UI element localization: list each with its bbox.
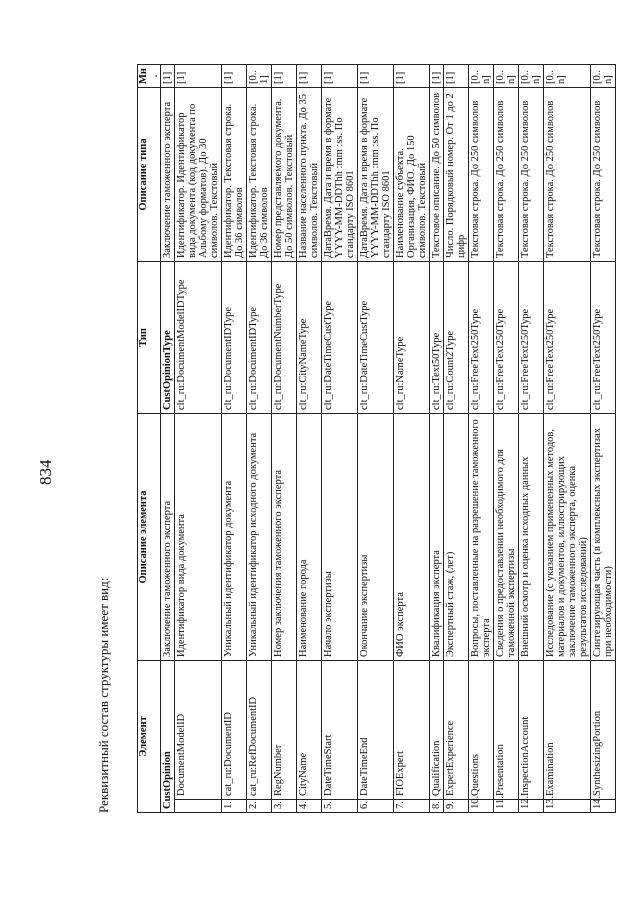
cell-type-description: Число. Порядковый номер. От 1 до 2 цифр <box>444 88 469 262</box>
cell-number: 4. <box>297 800 322 813</box>
cell-multiplicity: [1] <box>272 65 297 88</box>
table-header-row <box>138 65 161 813</box>
cell-type: clt_ru:FreeText250Type <box>544 262 591 414</box>
cell-number: 14. <box>591 800 616 813</box>
table-row <box>297 65 322 813</box>
cell-element-description: Окончание экспертизы <box>358 414 394 661</box>
cell-number: 10. <box>469 800 494 813</box>
cell-element-description: Номер заключения таможенного эксперта <box>272 414 297 661</box>
cell-multiplicity: [0..n] <box>494 65 519 88</box>
cell-number: 2. <box>247 800 272 813</box>
cell-type: clt_ru:DocumentNumberType <box>272 262 297 414</box>
header-type-description: Описание типа <box>138 88 161 262</box>
table-row <box>358 65 394 813</box>
cell-number: 7. <box>394 800 430 813</box>
cell-type: clt_ru:DocumentModelIDType <box>175 262 222 414</box>
cell-number: 9. <box>444 800 469 813</box>
table-row <box>247 65 272 813</box>
cell-type-description: Текстовая строка. До 250 символов <box>544 88 591 262</box>
cell-multiplicity: [1] <box>161 65 175 88</box>
cell-element-description: Идентификатор вида документа <box>175 414 222 661</box>
cell-type-description: Текстовая строка. До 250 символов <box>469 88 494 262</box>
cell-element: InspectionAccount <box>519 661 544 800</box>
cell-number: 6. <box>358 800 394 813</box>
table-row <box>430 65 444 813</box>
table-row <box>544 65 591 813</box>
cell-element: Examination <box>544 661 591 800</box>
cell-multiplicity: [1] <box>358 65 394 88</box>
cell-element-description: Начало экспертизы <box>322 414 358 661</box>
cell-element: Questions <box>469 661 494 800</box>
cell-element: ExpertExperience <box>444 661 469 800</box>
cell-element-description: Уникальный идентификатор документа <box>222 414 247 661</box>
table-row <box>519 65 544 813</box>
table-row <box>394 65 430 813</box>
page-number: 834 <box>36 459 55 485</box>
cell-element-description: Квалификация эксперта <box>430 414 444 661</box>
table-row <box>444 65 469 813</box>
cell-element: CityName <box>297 661 322 800</box>
table-row <box>591 65 616 813</box>
header-element-description: Описание элемента <box>138 414 161 661</box>
table-row <box>494 65 519 813</box>
cell-type: clt_ru:NameType <box>394 262 430 414</box>
cell-element: DateTimeEnd <box>358 661 394 800</box>
cell-type-description: Идентификатор. Текстовая строка. До 36 символов <box>222 88 247 262</box>
cell-type-description: Заключение таможенного эксперта <box>161 88 175 262</box>
cell-element-description: ФИО эксперта <box>394 414 430 661</box>
table-row <box>222 65 247 813</box>
cell-number: 3. <box>272 800 297 813</box>
cell-type: clt_ru:DateTimeCustType <box>358 262 394 414</box>
cell-type: clt_ru:FreeText250Type <box>519 262 544 414</box>
cell-multiplicity: [1] <box>430 65 444 88</box>
cell-type: clt_ru:DateTimeCustType <box>322 262 358 414</box>
cell-element: CustOpinion <box>161 661 175 813</box>
cell-multiplicity: [1] <box>322 65 358 88</box>
cell-type-description: Текстовая строка. До 250 символов <box>519 88 544 262</box>
cell-element-description: Сведения о предоставлении необходимого для таможенной экспертизы <box>494 414 519 661</box>
cell-multiplicity: [1] <box>394 65 430 88</box>
table-row-root <box>161 65 175 813</box>
cell-number <box>175 800 222 813</box>
cell-element: SynthesizingPortion <box>591 661 616 800</box>
cell-type-description: Текстовое описание. До 50 символов <box>430 88 444 262</box>
cell-multiplicity: [1] <box>444 65 469 88</box>
cell-type: clt_ru:FreeText250Type <box>494 262 519 414</box>
cell-type-description: Название населенного пункта. До 35 символов. Текстовый <box>297 88 322 262</box>
cell-number: 11. <box>494 800 519 813</box>
cell-element-description: Заключение таможенного эксперта <box>161 414 175 661</box>
cell-element: cat_ru:DocumentID <box>222 661 247 800</box>
header-element: Элемент <box>138 661 161 813</box>
cell-type-description: ДатаВремя. Дата и время в формате YYYY-MM-DDThh :mm :ss. По стандарту ISO 8601 <box>322 88 358 262</box>
cell-type: clt_ru:CityNameType <box>297 262 322 414</box>
cell-multiplicity: [0..1] <box>247 65 272 88</box>
cell-type-description: Текстовая строка. До 250 символов <box>591 88 616 262</box>
cell-type: clt_ru:FreeText250Type <box>469 262 494 414</box>
cell-multiplicity: [1] <box>175 65 222 88</box>
cell-element-description: Внешний осмотр и оценка исходных данных <box>519 414 544 661</box>
cell-multiplicity: [1] <box>297 65 322 88</box>
cell-multiplicity: [1] <box>222 65 247 88</box>
cell-element: DateTimeStart <box>322 661 358 800</box>
cell-multiplicity: [0..n] <box>591 65 616 88</box>
cell-type-description: Наименование субъекта. Организация, ФИО. До 150 символов. Текстовый <box>394 88 430 262</box>
cell-element-description: Исследование (с указанием примененных методов, материалов и документов, иллюстрирующих заключение таможенного эксперта, оценка результатов исследований) <box>544 414 591 661</box>
cell-type: CustOpinionType <box>161 262 175 414</box>
cell-element-description: Вопросы, поставленные на разрешение таможенного эксперта <box>469 414 494 661</box>
cell-multiplicity: [0..n] <box>469 65 494 88</box>
cell-type: clt_ru:Text50Type <box>430 262 444 414</box>
cell-element-description: Уникальный идентификатор исходного документа <box>247 414 272 661</box>
cell-element-description: Экспертный стаж, (лет) <box>444 414 469 661</box>
table-row <box>469 65 494 813</box>
cell-type: clt_ru:FreeText250Type <box>591 262 616 414</box>
cell-multiplicity: [0..n] <box>519 65 544 88</box>
cell-element: FIOExpert <box>394 661 430 800</box>
cell-element-description: Наименование города <box>297 414 322 661</box>
cell-multiplicity: [0..n] <box>544 65 591 88</box>
cell-element: cat_ru:RefDocumentID <box>247 661 272 800</box>
cell-type-description: ДатаВремя. Дата и время в формате YYYY-MM-DDThh :mm :ss. По стандарту ISO 8601 <box>358 88 394 262</box>
header-multiplicity: Мн. <box>138 65 161 88</box>
cell-element-description: Синтезирующая часть (в комплексных экспертизах при необходимости) <box>591 414 616 661</box>
cell-type-description: Идентификатор. Идентификатор вида документа (код документа по Альбому форматов). До 30 символов. Текстовый <box>175 88 222 262</box>
cell-number: 8. <box>430 800 444 813</box>
cell-type-description: Номер представляемого документа. До 50 символов. Текстовый <box>272 88 297 262</box>
table-row <box>272 65 297 813</box>
table-row-model <box>175 65 222 813</box>
table-row <box>322 65 358 813</box>
cell-number: 12. <box>519 800 544 813</box>
header-type: Тип <box>138 262 161 414</box>
cell-type-description: Текстовая строка. До 250 символов <box>494 88 519 262</box>
requisite-table <box>137 64 616 813</box>
cell-type: clt_ru:DocumentIDType <box>247 262 272 414</box>
cell-number: 1. <box>222 800 247 813</box>
cell-type: clt_ru:DocumentIDType <box>222 262 247 414</box>
cell-type-description: Идентификатор. Текстовая строка. До 36 символов <box>247 88 272 262</box>
cell-element: RegNumber <box>272 661 297 800</box>
cell-number: 13. <box>544 800 591 813</box>
cell-element: Presentation <box>494 661 519 800</box>
cell-number: 5. <box>322 800 358 813</box>
intro-text: Реквизитный состав структуры имеет вид: <box>96 577 111 813</box>
cell-element: Qualification <box>430 661 444 800</box>
cell-type: clt_ru:Count2Type <box>444 262 469 414</box>
cell-element: DocumentModelID <box>175 661 222 800</box>
